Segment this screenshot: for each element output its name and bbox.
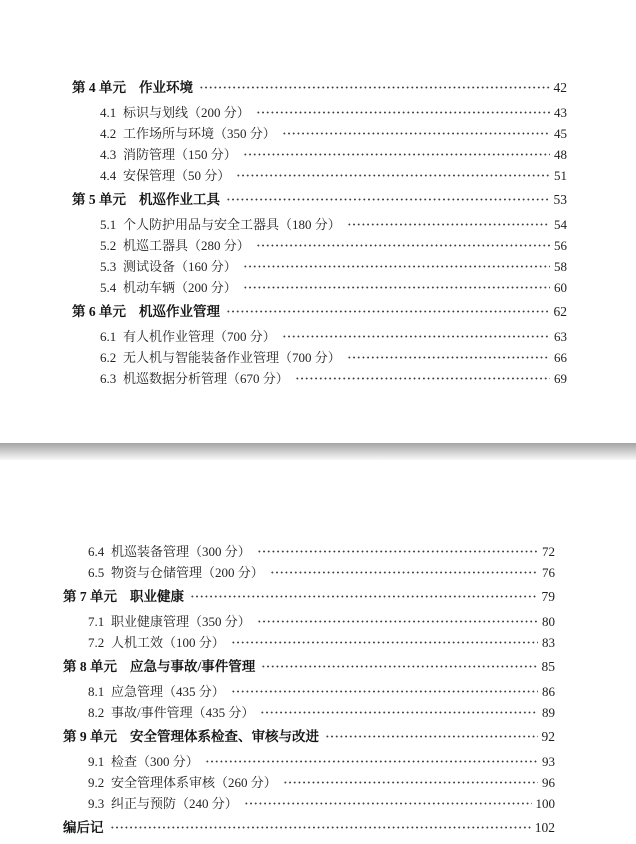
toc-item-number: 8.2: [88, 705, 105, 720]
toc-unit-label: 第 9 单元: [63, 729, 117, 744]
toc-unit-title: 作业环境: [139, 80, 193, 95]
toc-item-row: [100, 256, 567, 277]
toc-item-row: [88, 702, 555, 723]
dot-leader: [199, 77, 550, 98]
dot-leader: [244, 793, 532, 814]
toc-item-number: 6.5: [88, 565, 105, 580]
toc-item-title: 机巡装备管理（300 分）: [111, 544, 251, 559]
toc-item-title: 纠正与预防（240 分）: [111, 796, 238, 811]
toc-page-number: 85: [541, 659, 555, 674]
toc-item-number: 4.1: [100, 105, 117, 120]
dot-leader: [282, 123, 550, 144]
toc-item-number: 6.2: [100, 350, 117, 365]
dot-leader: [243, 144, 550, 165]
toc-item-title: 人机工效（100 分）: [111, 635, 225, 650]
toc-item-number: 4.4: [100, 168, 117, 183]
toc-item-title: 机巡工器具（280 分）: [123, 238, 250, 253]
toc-item-row: [88, 562, 555, 583]
dot-leader: [243, 256, 550, 277]
toc-item-title: 物资与仓储管理（200 分）: [111, 565, 264, 580]
toc-item-row: [100, 368, 567, 389]
toc-item-title: 职业健康管理（350 分）: [111, 614, 251, 629]
toc-unit-label: 第 5 单元: [72, 192, 126, 207]
toc-item-title: 消防管理（150 分）: [123, 147, 237, 162]
toc-page-2: [0, 460, 636, 844]
toc-item-title: 机动车辆（200 分）: [123, 280, 237, 295]
toc-item-row: [100, 123, 567, 144]
toc-item-row: [88, 632, 555, 653]
toc-page-number: 93: [542, 754, 555, 769]
toc-item-title: 安保管理（50 分）: [123, 168, 231, 183]
dot-leader: [205, 751, 538, 772]
toc-unit-title: 机巡作业管理: [139, 304, 220, 319]
toc-page-number: 63: [554, 329, 567, 344]
toc-page-number: 79: [541, 589, 555, 604]
dot-leader: [325, 726, 538, 747]
toc-item-row: [88, 681, 555, 702]
toc-item-row: [88, 611, 555, 632]
toc-unit-title: 安全管理体系检查、审核与改进: [130, 729, 319, 744]
toc-item-number: 5.1: [100, 217, 117, 232]
dot-leader: [190, 586, 538, 607]
dot-leader: [282, 326, 550, 347]
dot-leader: [347, 347, 550, 368]
toc-item-title: 个人防护用品与安全工器具（180 分）: [123, 217, 341, 232]
toc-item-row: [100, 144, 567, 165]
dot-leader: [257, 541, 538, 562]
toc-page-number: 92: [541, 729, 555, 744]
toc-item-row: [100, 277, 567, 298]
toc-item-number: 8.1: [88, 684, 105, 699]
toc-unit-title: 职业健康: [130, 589, 184, 604]
toc-item-number: 5.2: [100, 238, 117, 253]
dot-leader: [110, 817, 531, 838]
toc-list-page-2: [63, 541, 555, 838]
toc-backmatter-row: [63, 817, 555, 838]
dot-leader: [243, 277, 550, 298]
toc-item-number: 5.4: [100, 280, 117, 295]
toc-list-page-1: [72, 77, 567, 389]
toc-item-row: [88, 751, 555, 772]
dot-leader: [226, 189, 550, 210]
toc-item-number: 4.3: [100, 147, 117, 162]
toc-page-number: 56: [554, 238, 567, 253]
toc-unit-row: [63, 726, 555, 747]
toc-unit-row: [72, 77, 567, 98]
toc-page-number: 45: [554, 126, 567, 141]
toc-page-number: 53: [553, 192, 567, 207]
toc-item-number: 4.2: [100, 126, 117, 141]
toc-item-number: 7.2: [88, 635, 105, 650]
toc-page-number: 83: [542, 635, 555, 650]
toc-unit-label: 第 4 单元: [72, 80, 126, 95]
toc-page-number: 76: [542, 565, 555, 580]
page-separator: [0, 443, 636, 460]
toc-page-number: 66: [554, 350, 567, 365]
toc-item-row: [100, 347, 567, 368]
toc-page-number: 102: [534, 820, 555, 835]
dot-leader: [260, 702, 538, 723]
toc-item-number: 7.1: [88, 614, 105, 629]
dot-leader: [236, 165, 550, 186]
toc-page-number: 69: [554, 371, 567, 386]
toc-item-title: 机巡数据分析管理（670 分）: [123, 371, 289, 386]
toc-unit-label: 第 8 单元: [63, 659, 117, 674]
toc-item-row: [100, 235, 567, 256]
toc-item-title: 无人机与智能装备作业管理（700 分）: [123, 350, 341, 365]
toc-page-number: 96: [542, 775, 555, 790]
dot-leader: [256, 235, 550, 256]
toc-item-row: [100, 165, 567, 186]
toc-item-row: [88, 793, 555, 814]
toc-page-number: 51: [554, 168, 567, 183]
dot-leader: [261, 656, 537, 677]
toc-page-number: 100: [535, 796, 555, 811]
toc-page-number: 60: [554, 280, 567, 295]
toc-item-row: [88, 772, 555, 793]
toc-unit-row: [72, 301, 567, 322]
toc-item-title: 工作场所与环境（350 分）: [123, 126, 276, 141]
toc-item-number: 6.4: [88, 544, 105, 559]
toc-page-number: 54: [554, 217, 567, 232]
toc-page-number: 42: [553, 80, 567, 95]
toc-unit-title: 应急与事故/事件管理: [130, 659, 256, 674]
toc-item-title: 有人机作业管理（700 分）: [123, 329, 276, 344]
toc-unit-label: 第 6 单元: [72, 304, 126, 319]
toc-unit-row: [72, 189, 567, 210]
toc-unit-row: [63, 586, 555, 607]
toc-item-title: 标识与划线（200 分）: [123, 105, 250, 120]
dot-leader: [270, 562, 538, 583]
toc-page-number: 48: [554, 147, 567, 162]
toc-item-number: 9.2: [88, 775, 105, 790]
toc-page-number: 86: [542, 684, 555, 699]
toc-item-title: 检查（300 分）: [111, 754, 199, 769]
dot-leader: [295, 368, 550, 389]
toc-unit-label: 编后记: [63, 820, 104, 835]
toc-page-number: 58: [554, 259, 567, 274]
toc-item-number: 9.1: [88, 754, 105, 769]
toc-page-number: 89: [542, 705, 555, 720]
toc-unit-label: 第 7 单元: [63, 589, 117, 604]
toc-item-number: 9.3: [88, 796, 105, 811]
toc-unit-row: [63, 656, 555, 677]
dot-leader: [256, 102, 550, 123]
toc-item-title: 应急管理（435 分）: [111, 684, 225, 699]
toc-unit-title: 机巡作业工具: [139, 192, 220, 207]
dot-leader: [347, 214, 550, 235]
toc-item-row: [100, 102, 567, 123]
toc-item-number: 6.1: [100, 329, 117, 344]
dot-leader: [283, 772, 538, 793]
toc-item-row: [100, 214, 567, 235]
toc-page-number: 62: [553, 304, 567, 319]
dot-leader: [226, 301, 550, 322]
toc-item-number: 5.3: [100, 259, 117, 274]
toc-page-number: 72: [542, 544, 555, 559]
toc-page-number: 80: [542, 614, 555, 629]
dot-leader: [231, 632, 538, 653]
toc-item-title: 安全管理体系审核（260 分）: [111, 775, 277, 790]
toc-item-title: 测试设备（160 分）: [123, 259, 237, 274]
toc-item-number: 6.3: [100, 371, 117, 386]
toc-item-title: 事故/事件管理（435 分）: [111, 705, 255, 720]
toc-page-number: 43: [554, 105, 567, 120]
dot-leader: [231, 681, 538, 702]
toc-item-row: [88, 541, 555, 562]
toc-item-row: [100, 326, 567, 347]
dot-leader: [257, 611, 538, 632]
